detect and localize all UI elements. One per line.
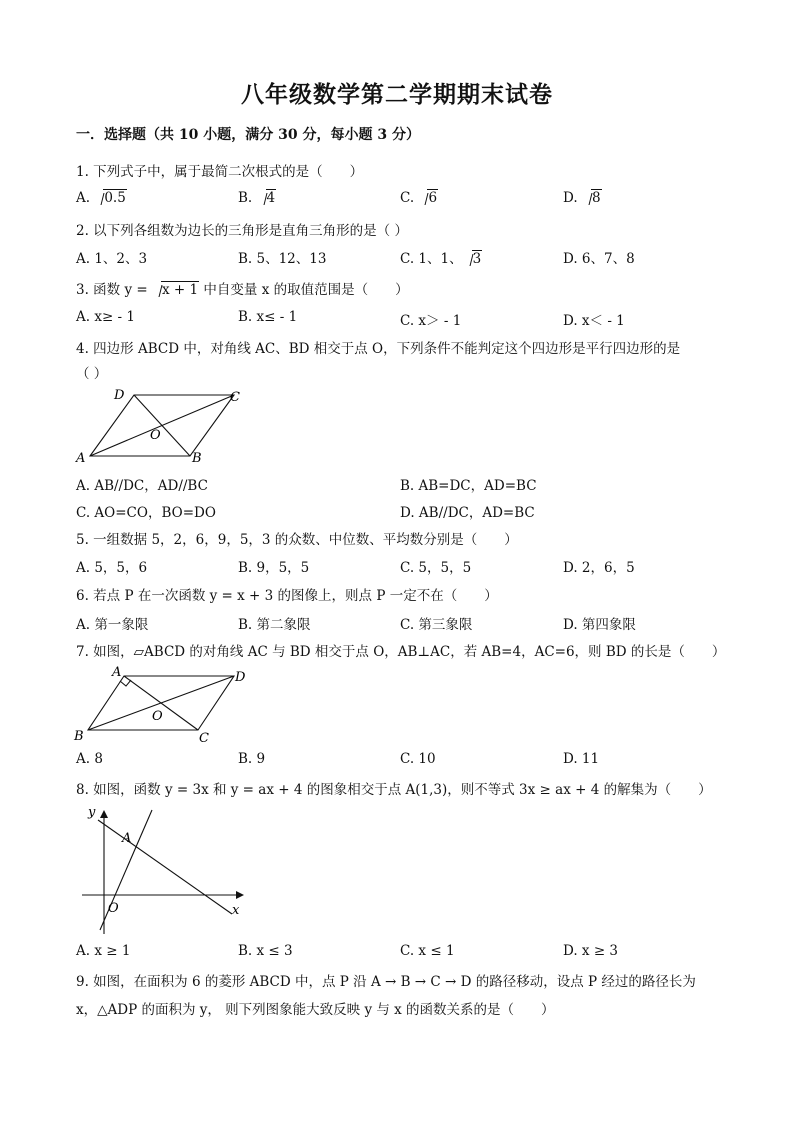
q2-option-d[interactable]: D. 6、7、8 <box>563 251 635 267</box>
q8-option-c[interactable]: C. x ≤ 1 <box>400 943 455 959</box>
sqrt-icon: 3 <box>463 251 483 267</box>
x-axis-arrow-icon <box>236 891 244 899</box>
q5-option-d[interactable]: D. 2，6，5 <box>563 560 635 576</box>
q7-option-d[interactable]: D. 11 <box>563 751 600 767</box>
origin-label: O <box>108 901 119 916</box>
q8-option-d[interactable]: D. x ≥ 3 <box>563 943 619 959</box>
line-y-ax-plus-4 <box>98 820 232 914</box>
q5-option-c[interactable]: C. 5，5，5 <box>400 560 472 576</box>
function-graph <box>78 800 250 940</box>
vertex-c-label: C <box>199 731 209 746</box>
q6-option-b[interactable]: B. 第二象限 <box>238 617 311 633</box>
y-axis-label: y <box>88 805 96 820</box>
page-title: 八年级数学第二学期期末试卷 <box>241 81 553 108</box>
center-o-label: O <box>152 709 163 724</box>
q4-option-a[interactable]: A. AB//DC，AD//BC <box>76 478 208 494</box>
question-9-stem-cont: x，△ADP 的面积为 y， 则下列图象能大致反映 y 与 x 的函数关系的是（ ） <box>76 1002 555 1018</box>
question-1-stem: 1. 下列式子中，属于最简二次根式的是（ ） <box>76 164 364 180</box>
sqrt-icon: x + 1 <box>152 282 199 298</box>
q1-option-b[interactable]: B. 4 <box>238 190 276 206</box>
q6-option-a[interactable]: A. 第一象限 <box>76 617 149 633</box>
diagonal-bd <box>134 395 190 456</box>
vertex-b-label: B <box>192 451 202 466</box>
question-7-stem: 7. 如图，▱ABCD 的对角线 AC 与 BD 相交于点 O，AB⊥AC，若 AB=4，AC=6，则 BD 的长是（ ） <box>76 644 726 660</box>
q2-option-c[interactable]: C. 1、1、 3 <box>400 251 482 267</box>
q8-option-a[interactable]: A. x ≥ 1 <box>76 943 131 959</box>
intersection-a-label: A <box>122 831 132 846</box>
q2-option-b[interactable]: B. 5、12、13 <box>238 251 327 267</box>
y-axis-arrow-icon <box>100 810 108 818</box>
q1-option-c[interactable]: C. 6 <box>400 190 438 206</box>
question-2-stem: 2. 以下列各组数为边长的三角形是直角三角形的是（ ） <box>76 223 408 239</box>
question-3-stem: 3. 函数 y = x + 1 中自变量 x 的取值范围是（ ） <box>76 282 409 298</box>
q3-option-d[interactable]: D. x＜ - 1 <box>563 313 625 329</box>
center-o-label: O <box>150 428 161 443</box>
q8-option-b[interactable]: B. x ≤ 3 <box>238 943 293 959</box>
q5-option-b[interactable]: B. 9，5，5 <box>238 560 310 576</box>
q7-option-b[interactable]: B. 9 <box>238 751 266 767</box>
vertex-b-label: B <box>74 729 84 744</box>
right-angle-marker <box>120 680 131 686</box>
q3-option-b[interactable]: B. x≤ - 1 <box>238 309 298 325</box>
section-heading: 一．选择题（共 10 小题，满分 30 分，每小题 3 分） <box>76 127 420 143</box>
q3-option-a[interactable]: A. x≥ - 1 <box>76 309 135 325</box>
q6-option-d[interactable]: D. 第四象限 <box>563 617 636 633</box>
q7-option-a[interactable]: A. 8 <box>76 751 103 767</box>
q7-option-c[interactable]: C. 10 <box>400 751 436 767</box>
q4-option-c[interactable]: C. AO=CO，BO=DO <box>76 505 216 521</box>
q4-option-d[interactable]: D. AB//DC，AD=BC <box>400 505 535 521</box>
sqrt-icon: 4 <box>257 190 277 206</box>
sqrt-icon: 8 <box>582 190 602 206</box>
q2-option-a[interactable]: A. 1、2、3 <box>76 251 148 267</box>
question-6-stem: 6. 若点 P 在一次函数 y = x + 3 的图像上，则点 P 一定不在（ ） <box>76 588 498 604</box>
q5-option-a[interactable]: A. 5，5，6 <box>76 560 148 576</box>
q3-option-c[interactable]: C. x＞ - 1 <box>400 313 462 329</box>
parallelogram-figure <box>72 384 252 468</box>
vertex-a-label: A <box>112 665 122 680</box>
question-9-stem: 9. 如图，在面积为 6 的菱形 ABCD 中，点 P 沿 A → B → C → D 的路径移动，设点 P 经过的路径长为 <box>76 974 696 990</box>
q1-option-d[interactable]: D. 8 <box>563 190 601 206</box>
question-8-stem: 8. 如图，函数 y = 3x 和 y = ax + 4 的图象相交于点 A(1,3)，则不等式 3x ≥ ax + 4 的解集为（ ） <box>76 782 712 798</box>
vertex-d-label: D <box>235 670 246 685</box>
sqrt-icon: 6 <box>418 190 438 206</box>
q1-option-a[interactable]: A. 0.5 <box>76 190 126 206</box>
vertex-a-label: A <box>76 451 86 466</box>
q4-option-b[interactable]: B. AB=DC，AD=BC <box>400 478 537 494</box>
sqrt-icon: 0.5 <box>94 190 126 206</box>
vertex-c-label: C <box>230 390 240 405</box>
x-axis-label: x <box>232 903 240 918</box>
parallelogram-figure-q7 <box>72 664 258 746</box>
question-5-stem: 5. 一组数据 5，2，6，9，5，3 的众数、中位数、平均数分别是（ ） <box>76 532 518 548</box>
question-4-stem-cont: （ ） <box>76 366 108 382</box>
vertex-d-label: D <box>114 388 125 403</box>
q6-option-c[interactable]: C. 第三象限 <box>400 617 473 633</box>
question-4-stem: 4. 四边形 ABCD 中，对角线 AC、BD 相交于点 O，下列条件不能判定这个四边形是平行四边形的是 <box>76 341 681 357</box>
